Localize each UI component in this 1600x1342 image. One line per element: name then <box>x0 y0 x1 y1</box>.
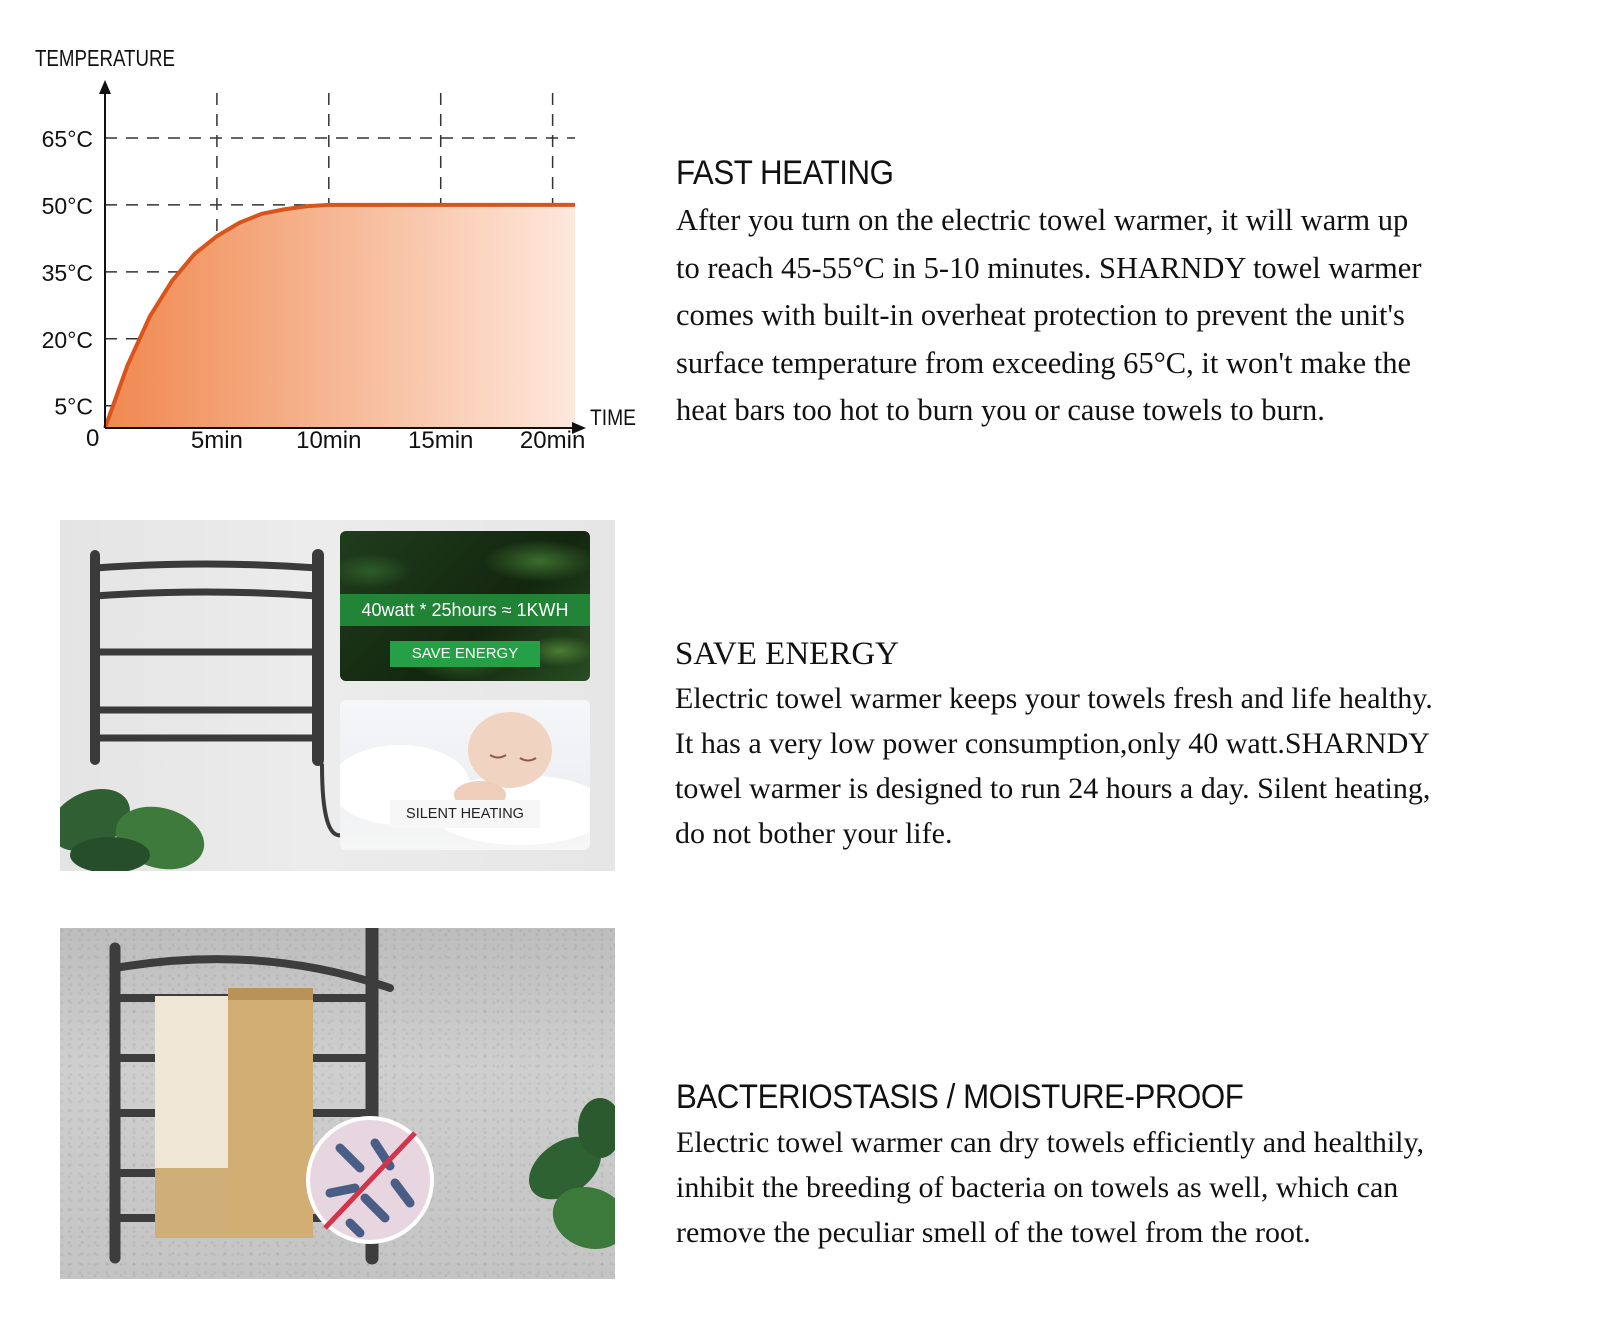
y-axis-title: TEMPERATURE <box>35 45 175 71</box>
y-tick-label: 5°C <box>54 393 93 420</box>
x-axis-title: TIME <box>590 405 636 430</box>
save-energy-badge: SAVE ENERGY <box>390 641 540 667</box>
bacteriostasis-line: inhibit the breeding of bacteria on towels as well, which can <box>676 1171 1399 1204</box>
save-energy-title: SAVE ENERGY <box>675 636 899 672</box>
save-energy-line: towel warmer is designed to run 24 hours a day. Silent heating, <box>675 772 1431 805</box>
fast-heating-line: surface temperature from exceeding 65°C, it won't make the <box>676 345 1412 380</box>
fast-heating-line: comes with built-in overheat protection to prevent the unit's <box>676 298 1405 332</box>
bacteriostasis-title: BACTERIOSTASIS / MOISTURE-PROOF <box>676 1078 1244 1116</box>
bacteriostasis-line: Electric towel warmer can dry towels efficiently and healthily, <box>676 1126 1425 1159</box>
silent-heating-card <box>340 700 590 850</box>
bacteriostasis-image <box>60 928 615 1279</box>
save-energy-image <box>60 520 615 871</box>
save-energy-line: It has a very low power consumption,only 40 watt.SHARNDY <box>675 727 1430 760</box>
silent-heating-label: SILENT HEATING <box>390 800 540 828</box>
y-tick-label: 20°C <box>41 326 93 353</box>
x-tick-label: 20min <box>519 427 586 454</box>
y-tick-label: 65°C <box>41 126 93 152</box>
save-energy-card <box>340 531 590 681</box>
towel-rack-illustration <box>60 520 340 871</box>
bacteriostasis-body <box>676 1120 1576 1255</box>
fast-heating-body <box>676 197 1576 435</box>
fast-heating-line: to reach 45-55°C in 5-10 minutes. SHARNDY towel warmer <box>676 250 1422 285</box>
save-energy-body <box>675 676 1575 856</box>
save-energy-line: Electric towel warmer keeps your towels fresh and life healthy. <box>675 682 1433 715</box>
y-tick-label: 35°C <box>41 259 93 286</box>
energy-formula-label: 40watt * 25hours ≈ 1KWH <box>340 594 590 626</box>
x-tick-label: 15min <box>408 427 474 454</box>
save-energy-line: do not bother your life. <box>675 817 953 850</box>
y-tick-label: 50°C <box>41 192 93 219</box>
bacteriostasis-line: remove the peculiar smell of the towel from the root. <box>676 1216 1311 1249</box>
x-origin-label: 0 <box>86 425 100 452</box>
chart-series-area <box>105 205 575 428</box>
fast-heating-line: heat bars too hot to burn you or cause towels to burn. <box>676 393 1325 427</box>
towel-rack-with-towels-illustration <box>60 928 615 1279</box>
heating-chart <box>30 38 670 488</box>
x-tick-label: 5min <box>190 427 243 454</box>
x-tick-label: 10min <box>296 427 362 454</box>
fast-heating-line: After you turn on the electric towel warmer, it will warm up <box>676 203 1409 237</box>
fast-heating-title: FAST HEATING <box>676 154 894 192</box>
